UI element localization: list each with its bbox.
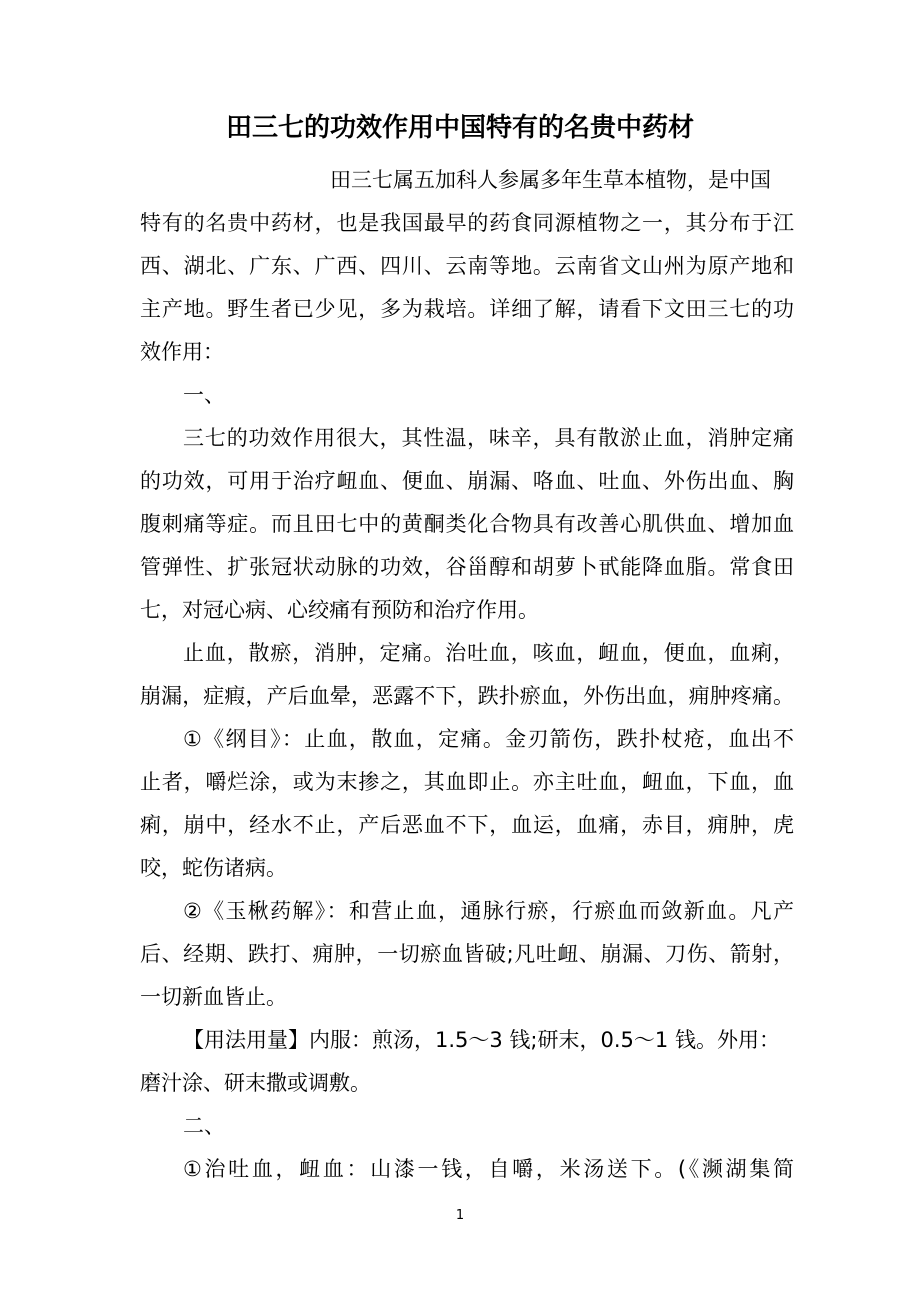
section-heading: 一、 — [183, 383, 225, 407]
page-number: 1 — [455, 1208, 465, 1223]
body-line: 磨汁涂、研末撒或调敷。 — [140, 1071, 371, 1095]
body-line: ②《玉楸药解》：和营止血，通脉行瘀，行瘀血而敛新血。凡产 — [183, 899, 794, 923]
body-line: 西、湖北、广东、广西、四川、云南等地。云南省文山州为原产地和 — [140, 254, 794, 278]
body-line: 的功效，可用于治疗衄血、便血、崩漏、咯血、吐血、外伤出血、胸 — [140, 469, 794, 493]
document-title: 田三七的功效作用中国特有的名贵中药材 — [225, 113, 694, 143]
body-line: 一切新血皆止。 — [140, 985, 287, 1009]
body-line: 止血，散瘀，消肿，定痛。治吐血，咳血，衄血，便血，血痢， — [183, 641, 794, 665]
body-line: 痢，崩中，经水不止，产后恶血不下，血运，血痛，赤目，痈肿，虎 — [140, 813, 794, 837]
body-line: 咬，蛇伤诸病。 — [140, 856, 287, 880]
body-line: 三七的功效作用很大，其性温，味辛，具有散淤止血，消肿定痛 — [183, 426, 794, 450]
body-line: 效作用： — [140, 340, 224, 364]
body-line: 主产地。野生者已少见，多为栽培。详细了解，请看下文田三七的功 — [140, 297, 794, 321]
body-line: 管弹性、扩张冠状动脉的功效，谷甾醇和胡萝卜甙能降血脂。常食田 — [140, 555, 794, 579]
body-line: 田三七属五加科人参属多年生草本植物，是中国 — [330, 168, 771, 192]
body-line: 七，对冠心病、心绞痛有预防和治疗作用。 — [140, 598, 539, 622]
body-line: 止者，嚼烂涂，或为末掺之，其血即止。亦主吐血，衄血，下血，血 — [140, 770, 794, 794]
body-line: ①治吐血，衄血：山漆一钱，自嚼，米汤送下。(《濒湖集简 — [183, 1157, 794, 1181]
section-heading: 二、 — [183, 1114, 225, 1138]
document-body — [140, 159, 794, 1191]
body-line: 【用法用量】内服：煎汤，1.5～3 钱;研末，0.5～1 钱。外用： — [183, 1028, 780, 1052]
body-line: 后、经期、跌打、痈肿，一切瘀血皆破;凡吐衄、崩漏、刀伤、箭射， — [140, 942, 794, 966]
body-line: ①《纲目》：止血，散血，定痛。金刃箭伤，跌扑杖疮，血出不 — [183, 727, 794, 751]
body-line: 腹刺痛等症。而且田七中的黄酮类化合物具有改善心肌供血、增加血 — [140, 512, 794, 536]
body-line: 崩漏，症瘕，产后血晕，恶露不下，跌扑瘀血，外伤出血，痈肿疼痛。 — [140, 684, 794, 708]
body-line: 特有的名贵中药材，也是我国最早的药食同源植物之一，其分布于江 — [140, 211, 794, 235]
